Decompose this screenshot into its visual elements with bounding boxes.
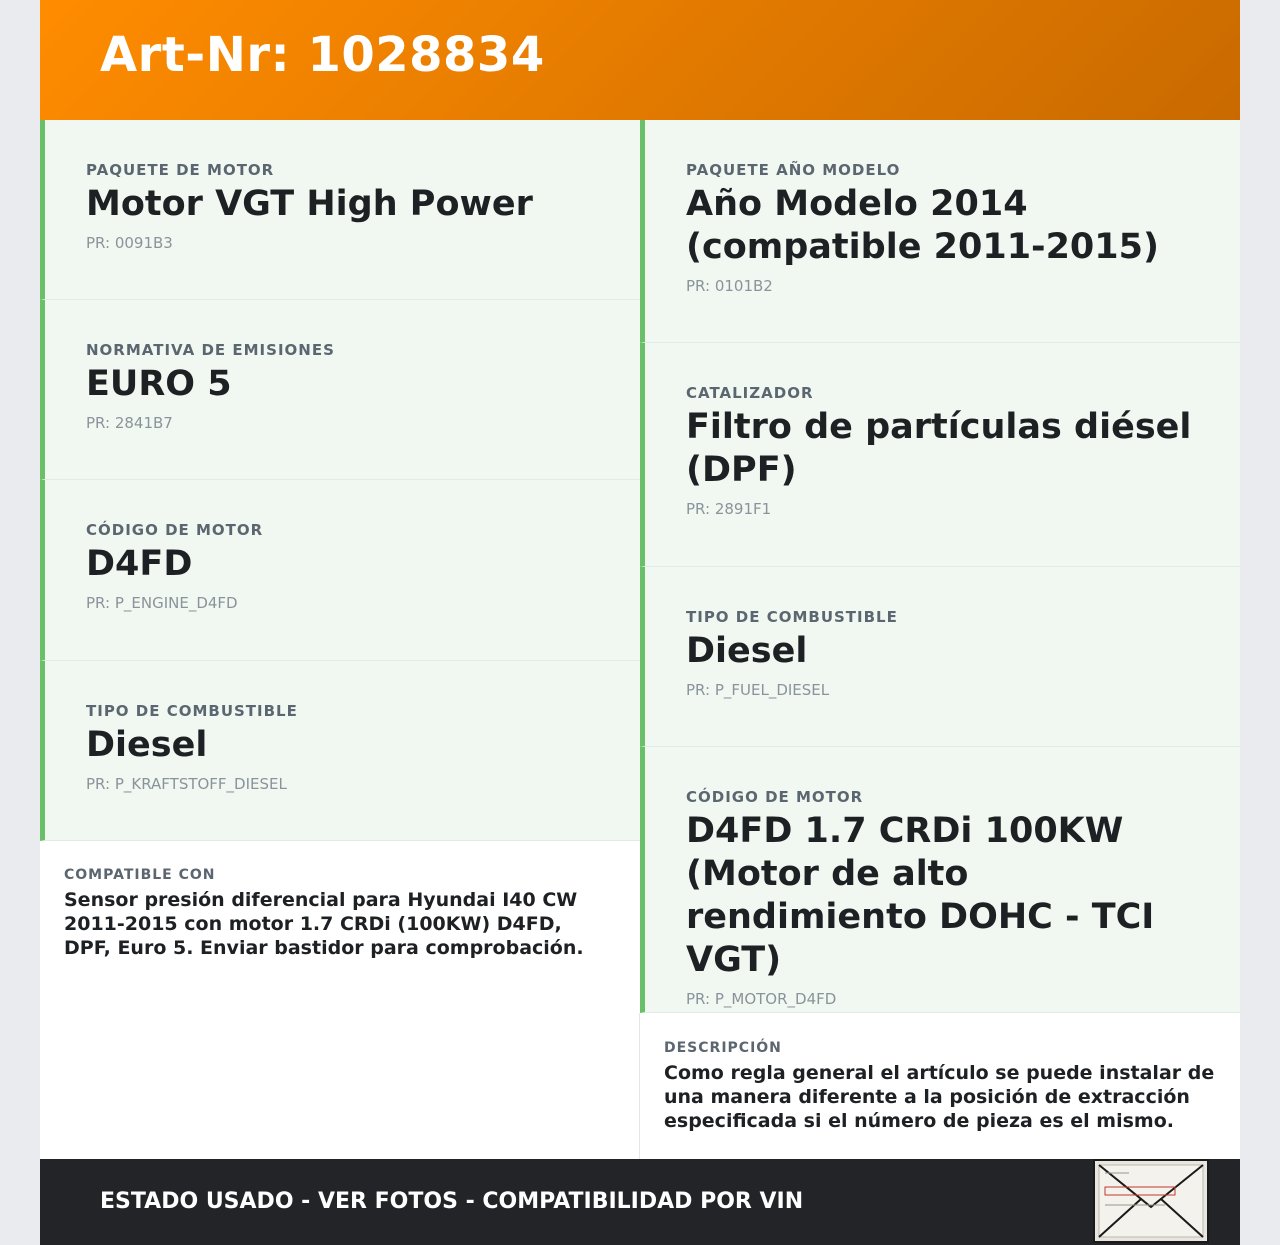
compatible-section xyxy=(40,866,639,960)
footer-status-text: ESTADO USADO - VER FOTOS - COMPATIBILIDAD POR VIN xyxy=(100,1189,804,1214)
spec-label: CÓDIGO DE MOTOR xyxy=(86,521,264,539)
spec-value: EURO 5 xyxy=(86,364,232,404)
spec-pr-code: PR: P_KRAFTSTOFF_DIESEL xyxy=(86,775,287,793)
spec-value: Diesel xyxy=(86,725,208,765)
spec-pr-code: PR: 2891F1 xyxy=(686,500,772,518)
spec-pr-code: PR: P_FUEL_DIESEL xyxy=(686,681,830,699)
compatible-label: COMPATIBLE CON xyxy=(64,867,216,883)
footer-bar xyxy=(40,1159,1240,1245)
spec-pr-code: PR: 0091B3 xyxy=(86,234,173,252)
spec-value: Año Modelo 2014 (compatible 2011-2015) xyxy=(686,184,1159,267)
header-banner xyxy=(40,0,1240,120)
spec-pr-code: PR: P_MOTOR_D4FD xyxy=(686,990,837,1008)
article-number-title: Art-Nr: 1028834 xyxy=(100,27,545,83)
spec-value: D4FD 1.7 CRDi 100KW (Motor de alto rendimiento DOHC - TCI VGT) xyxy=(686,811,1155,980)
spec-engine-code xyxy=(40,480,640,661)
spec-label: PAQUETE AÑO MODELO xyxy=(686,161,901,179)
spec-value: Filtro de partículas diésel (DPF) xyxy=(686,407,1192,490)
compatible-text: Sensor presión diferencial para Hyundai I40 CW 2011-2015 con motor 1.7 CRDi (100KW) D4FD, DPF, Euro 5. Enviar bastidor para comprobación. xyxy=(64,889,584,959)
description-text: Como regla general el artículo se puede instalar de una manera diferente a la posición de extracción especificada si el número de pieza es el mismo. xyxy=(664,1062,1215,1132)
spec-column-right xyxy=(640,120,1240,1013)
spec-value: D4FD xyxy=(86,544,193,584)
description-section xyxy=(640,1039,1240,1133)
spec-column-left xyxy=(40,120,640,841)
description-label: DESCRIPCIÓN xyxy=(664,1040,782,1056)
spec-label: TIPO DE COMBUSTIBLE xyxy=(686,608,898,626)
envelope-photo-icon xyxy=(1095,1161,1207,1241)
spec-fuel-type xyxy=(640,567,1240,747)
spec-pr-code: PR: 2841B7 xyxy=(86,414,173,432)
spec-label: CATALIZADOR xyxy=(686,384,814,402)
spec-label: TIPO DE COMBUSTIBLE xyxy=(86,702,298,720)
spec-emissions xyxy=(40,300,640,480)
spec-label: CÓDIGO DE MOTOR xyxy=(686,788,864,806)
product-card xyxy=(40,0,1240,1245)
spec-engine-code-detail xyxy=(640,747,1240,1013)
spec-pr-code: PR: 0101B2 xyxy=(686,277,773,295)
spec-label: PAQUETE DE MOTOR xyxy=(86,161,275,179)
spec-fuel-type xyxy=(40,661,640,841)
spec-model-year xyxy=(640,120,1240,343)
spec-label: NORMATIVA DE EMISIONES xyxy=(86,341,335,359)
spec-pr-code: PR: P_ENGINE_D4FD xyxy=(86,594,238,612)
spec-engine-package xyxy=(40,120,640,300)
spec-value: Diesel xyxy=(686,631,808,671)
spec-catalyst xyxy=(640,343,1240,567)
spec-value: Motor VGT High Power xyxy=(86,184,533,224)
product-photo-thumbnail[interactable] xyxy=(1093,1159,1209,1243)
